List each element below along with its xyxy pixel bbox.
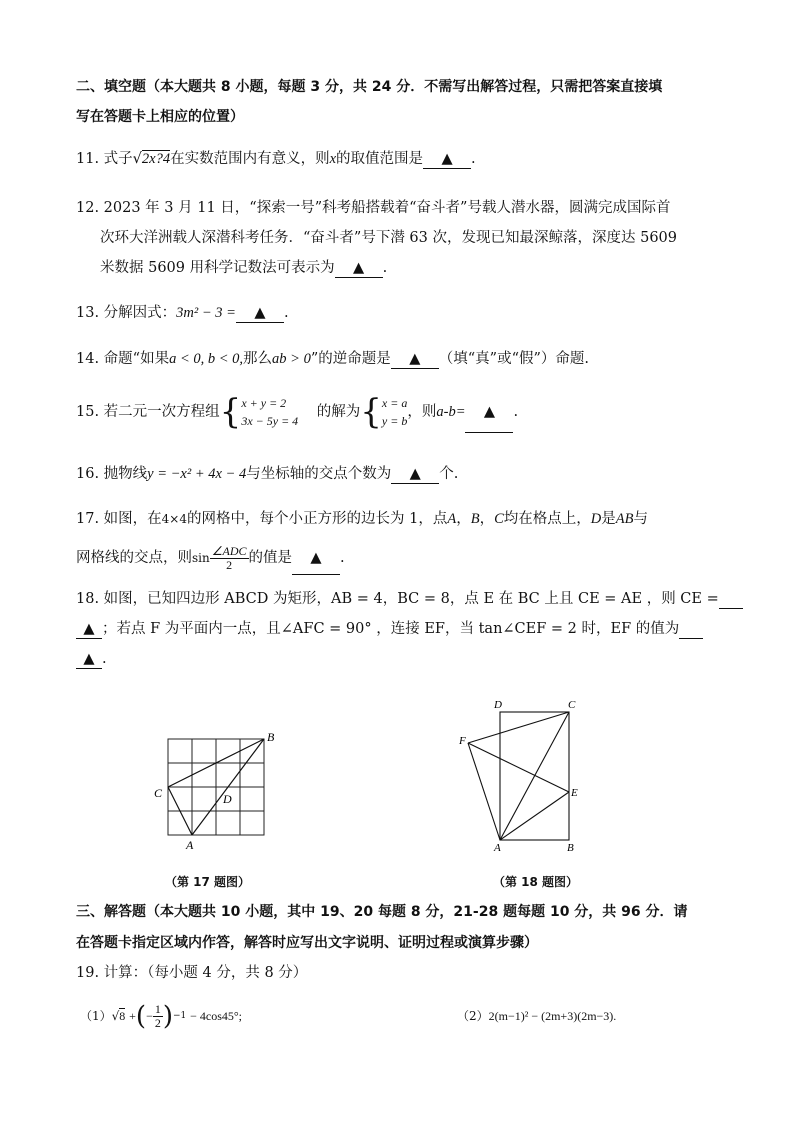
question-16 (76, 465, 458, 484)
left-brace: { (360, 392, 382, 432)
q19-p1-exp: −1 (173, 1011, 187, 1021)
question-17-line2 (76, 542, 345, 575)
section2-title-line2: 写在答题卡上相应的位置） (76, 109, 244, 125)
q11-mid: 在实数范围内有意义，则 (170, 151, 330, 167)
q19-p1-tail: − 4cos45°; (190, 1009, 243, 1023)
left-paren: ( (135, 1001, 147, 1032)
figure-17-caption: （第 17 题图） (165, 875, 251, 889)
q18-line2: ；若点 F 为平面内一点，且∠AFC = 90° ，连接 EF，当 tan∠CEF = 2 时，EF 的值为 (102, 621, 680, 637)
q14-suffix: （填“真”或“假”）命题. (438, 351, 590, 367)
section2-title-line1: 二、填空题（本大题共 8 小题，每题 3 分，共 24 分．不需写出解答过程，只需把答案直接填 (76, 79, 663, 95)
label-b: B (567, 842, 574, 854)
answer-blank-16[interactable]: ▲ (391, 465, 439, 484)
q14-concl: ab > 0 (272, 351, 311, 367)
q14-prefix: 14. 命题“如果 (76, 351, 170, 367)
figure-18 (452, 694, 592, 859)
question-13 (76, 304, 289, 323)
answer-blank-13[interactable]: ▲ (236, 304, 284, 323)
q16-expr: y = −x² + 4x − 4 (147, 466, 247, 482)
q17-sin: sin (192, 551, 210, 565)
q11-end: . (471, 151, 476, 167)
q11-var: x (329, 151, 337, 167)
answer-blank-18b-start[interactable] (679, 620, 703, 639)
label-c: C (154, 786, 163, 800)
q15-prefix: 15. 若二元一次方程组 (76, 404, 220, 420)
question-18-line2 (76, 620, 703, 639)
q19-p1-sqrt: 8 (119, 1009, 126, 1023)
question-18-line3 (76, 650, 107, 669)
q19-p1-frac-num: 1 (154, 1002, 161, 1016)
q17-frac-den: 2 (226, 557, 233, 572)
label-d: D (223, 792, 232, 806)
q18-end: . (102, 651, 107, 667)
figure-17 (150, 725, 280, 850)
q17-line2-mid: 的值是 (248, 550, 292, 566)
q15-tail: ，则 (407, 404, 437, 420)
question-14 (76, 350, 589, 369)
label-e: E (571, 787, 578, 799)
label-b: B (267, 730, 275, 744)
sqrt-sign: √ (132, 151, 142, 167)
q12-line3-prefix: 米数据 5609 用科学记数法可表示为 (100, 260, 335, 276)
q17-grid: 4×4 (161, 512, 187, 526)
q13-expr: 3m² − 3 = (176, 305, 236, 321)
q17-line1-end: 与 (633, 511, 648, 527)
question-17-line1: 17. 如图，在4×4的网格中，每个小正方形的边长为 1，点A，B，C均在格点上，D是AB与 (76, 511, 648, 527)
label-a: A (186, 838, 194, 850)
q15-system (241, 394, 298, 430)
q14-cond: a < 0, b < 0, (169, 351, 244, 367)
q15-solution (382, 394, 407, 430)
figure-18-caption: （第 18 题图） (493, 875, 579, 889)
q17-point-c: C (494, 511, 504, 527)
q11-suffix: 的取值范围是 (336, 151, 424, 167)
q17-line2-prefix: 网格线的交点，则 (76, 550, 192, 566)
question-15 (76, 392, 518, 433)
q15-expr: a-b= (436, 404, 466, 420)
q16-end: 个. (439, 466, 459, 482)
q19-p1-label: （1） (80, 1009, 112, 1023)
q17-mid2: 均在格点上， (503, 511, 591, 527)
question-18-line1 (76, 590, 743, 609)
q12-end: . (382, 260, 388, 276)
label-a: A (494, 842, 501, 854)
label-d: D (494, 699, 502, 711)
q14-mid: 那么 (243, 351, 273, 367)
label-c: C (568, 699, 576, 711)
q18-line1: 18. 如图，已知四边形 ABCD 为矩形，AB = 4，BC = 8，点 E 在 BC 上且 CE = AE ，则 CE = (76, 591, 719, 607)
q14-after: ”的逆命题是 (310, 351, 391, 367)
question-19-title: 19. 计算：（每小题 4 分，共 8 分） (76, 965, 308, 981)
q15-mid: 的解为 (316, 404, 361, 420)
q11-radicand: 2x?4 (141, 151, 171, 167)
answer-blank-18a-start[interactable] (719, 590, 743, 609)
q19-p2-expr: 2(m−1)² − (2m+3)(2m−3). (488, 1009, 617, 1023)
q13-end: . (283, 305, 289, 321)
q17-segment-ab: AB (615, 511, 634, 527)
answer-blank-12[interactable]: ▲ (335, 259, 383, 278)
q15-eq2: 3x − 5y = 4 (241, 414, 299, 428)
answer-blank-17[interactable]: ▲ (292, 542, 340, 575)
q17-point-a: A (447, 511, 457, 527)
q15-sol2: y = b (381, 414, 408, 428)
question-19-part1: （1）√8 +(− $\frac{1}{2}$ )$^{-1}$ − 4cos45°; (80, 1001, 243, 1032)
q17-mid3: 是 (601, 511, 616, 527)
q19-p1-frac-den: 2 (154, 1016, 161, 1030)
answer-blank-15[interactable]: ▲ (465, 392, 513, 433)
q15-eq1: x + y = 2 (241, 396, 287, 410)
q15-sol1: x = a (381, 396, 408, 410)
question-19-part2 (457, 1007, 616, 1025)
q19-p1-fraction (153, 1003, 163, 1030)
section3-title-line1: 三、解答题（本大题共 10 小题，其中 19、20 每题 8 分，21-28 题每题 10 分，共 96 分．请 (76, 904, 688, 920)
q17-point-b: B (470, 511, 480, 527)
q17-end: . (340, 550, 345, 566)
q16-prefix: 16. 抛物线 (76, 466, 148, 482)
q17-frac-num: ∠ADC (211, 543, 247, 558)
q17-fraction (210, 545, 249, 572)
left-brace: { (219, 392, 242, 432)
question-12-line1: 12. 2023 年 3 月 11 日，“探索一号”科考船搭载着“奋斗者”号载人潜水器，圆满完成国际首 (76, 200, 671, 216)
answer-blank-18a[interactable]: ▲ (76, 620, 102, 639)
q17-mid: 的网格中，每个小正方形的边长为 1，点 (187, 511, 448, 527)
q19-p2-label: （2） (457, 1009, 489, 1023)
right-paren: ) (162, 1001, 173, 1032)
sqrt-sign: √ (111, 1009, 120, 1023)
answer-blank-14[interactable]: ▲ (391, 350, 439, 369)
answer-blank-11[interactable]: ▲ (423, 150, 471, 169)
construction-lines (468, 712, 569, 840)
q16-mid: 与坐标轴的交点个数为 (246, 466, 392, 482)
section3-title-line2: 在答题卡指定区域内作答，解答时应写出文字说明、证明过程或演算步骤） (76, 935, 538, 951)
question-11 (76, 150, 476, 169)
q17-prefix: 17. 如图，在 (76, 511, 162, 527)
question-12-line3 (100, 259, 387, 278)
label-f: F (459, 735, 466, 747)
question-12-line2: 次环大洋洲载人深潜科考任务．“奋斗者”号下潜 63 次，发现已知最深鲸落，深度达 5609 (100, 230, 678, 246)
q11-prefix: 11. 式子 (76, 151, 133, 167)
answer-blank-18b[interactable]: ▲ (76, 650, 102, 669)
q15-end: . (513, 404, 519, 420)
q17-point-d: D (590, 511, 602, 527)
grid-lines (168, 739, 264, 835)
q13-prefix: 13. 分解因式： (76, 305, 177, 321)
